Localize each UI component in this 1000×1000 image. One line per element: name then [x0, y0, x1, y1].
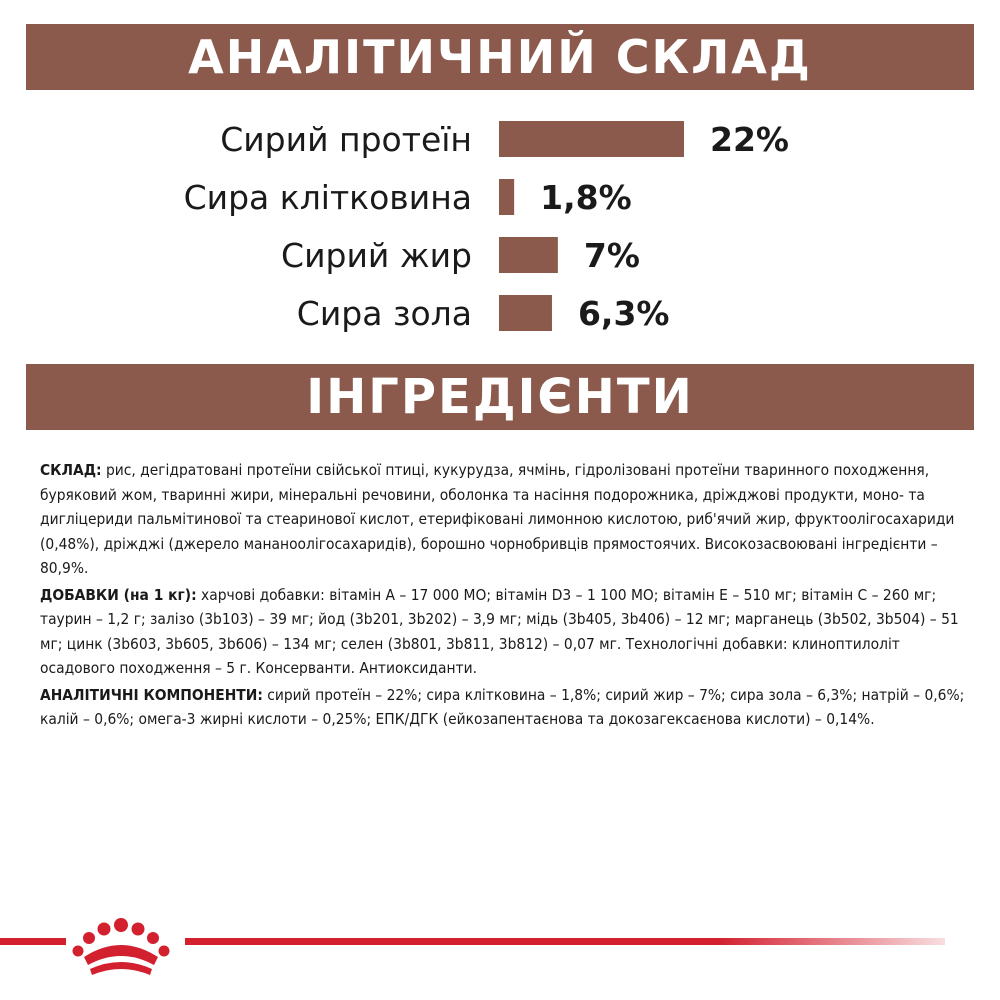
bar-label: Сирий протеїн: [220, 120, 472, 159]
brand-line: [185, 938, 945, 945]
ingredients-header: [26, 364, 974, 430]
composition-label: СКЛАД:: [40, 461, 102, 479]
additives-label: ДОБАВКИ (на 1 кг):: [40, 585, 197, 604]
bar: [499, 179, 514, 215]
bar-value-label: 6,3%: [577, 294, 670, 333]
bar: [499, 237, 558, 273]
bar-label: Сира зола: [296, 294, 472, 333]
nutrient-bar-chart: [0, 0, 1000, 360]
bar-label: Сирий жир: [281, 236, 472, 275]
analytics-header-text: АНАЛІТИЧНИЙ СКЛАД: [188, 30, 812, 84]
analytical-text: сирий протеїн – 22%; сира клітковина – 1,8%; сирий жир – 7%; сира зола – 6,3%; натрій – 0,6%; калій – 0,6%; омега-3 жирні кислоти – 0,25%; ЕПК/ДГК (ейкозапентаєнова та докозагексаєнова кислоти) – 0,14%.: [40, 685, 965, 728]
bar-value-label: 22%: [710, 120, 789, 159]
additives-paragraph: [40, 583, 965, 681]
additives-text: харчові добавки: вітамін А – 17 000 МО; вітамін D3 – 1 100 МО; вітамін Е – 510 мг; вітамін С – 260 мг; таурин – 1,2 г; залізо (3b103) – 39 мг; йод (3b201, 3b202) – 3,9 мг; мідь (3b405, 3b406) – 12 мг; марганець (3b502, 3b504) – 51 мг; цинк (3b603, 3b605, 3b606) – 134 мг; селен (3b801, 3b811, 3b812) – 0,07 мг. Технологічні добавки: клиноптилоліт осадового походження – 5 г. Консерванти. Антиоксиданти.: [40, 585, 959, 677]
bar-label: Сира клітковина: [183, 178, 472, 217]
bar: [499, 295, 552, 331]
bar: [499, 121, 684, 157]
brand-line-left: [0, 938, 66, 945]
ingredients-header-text: ІНГРЕДІЄНТИ: [306, 369, 694, 425]
composition-text: рис, дегідратовані протеїни свійської птиці, кукурудза, ячмінь, гідролізовані протеїни тваринного походження, буряковий жом, тваринні жири, мінеральні речовини, оболонка та насіння подорожника, дріжджові продукти, моно- та дигліцериди пальмітинової та стеаринової кислот, етерифіковані лимонною кислотою, риб'ячий жир, фруктоолігосахариди (0,48%), дріжджі (джерело мананоолігосахаридів), борошно чорнобривців прямостоячих. Високозасвоювані інгредієнти – 80,9%.: [40, 461, 955, 577]
analytical-paragraph: [40, 683, 965, 732]
ingredients-text-block: [40, 458, 965, 734]
bar-value-label: 1,8%: [540, 178, 632, 217]
composition-paragraph: [40, 458, 965, 581]
analytical-label: АНАЛІТИЧНІ КОМПОНЕНТИ:: [40, 685, 263, 704]
crown-icon: [66, 913, 176, 978]
bar-value-label: 7%: [583, 236, 640, 275]
